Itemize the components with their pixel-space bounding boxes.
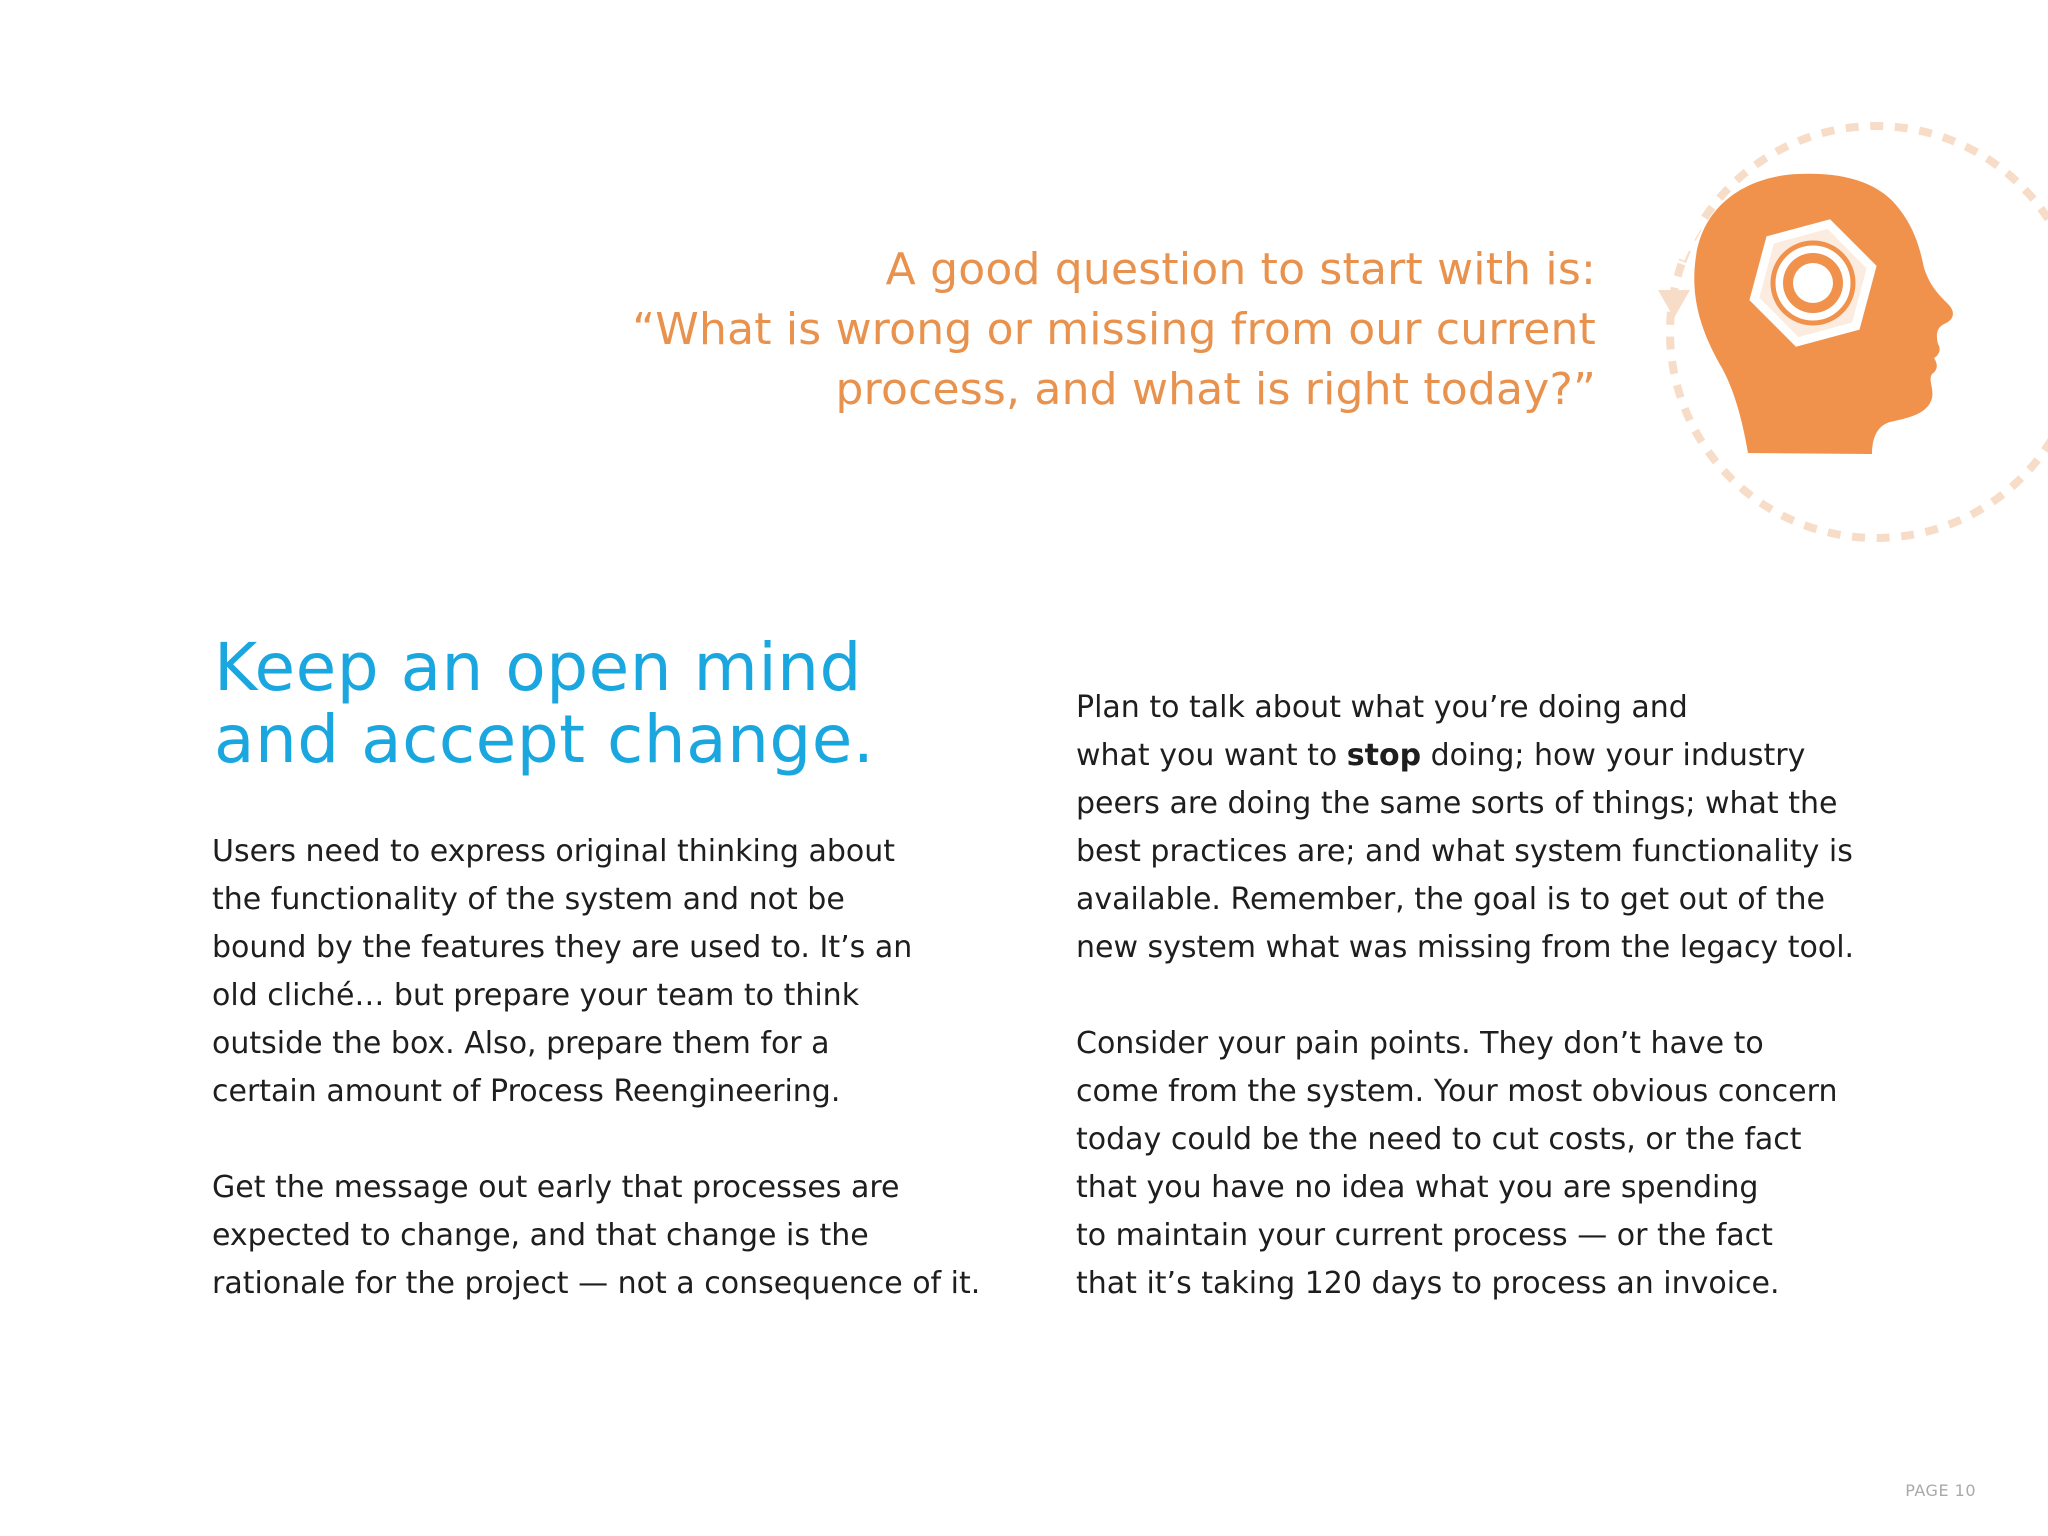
section-heading (214, 629, 875, 778)
text-line: to maintain your current process — or the fact (1076, 1218, 1773, 1253)
text-line: bound by the features they are used to. It’s an (212, 930, 913, 965)
bold-word-stop: stop (1346, 738, 1422, 773)
left-paragraph-2 (212, 1164, 1002, 1308)
text-line: that you have no idea what you are spending (1076, 1170, 1759, 1205)
right-paragraph-2 (1076, 1020, 1876, 1308)
text-segment: what you want to (1076, 738, 1347, 773)
text-line: Get the message out early that processes are (212, 1170, 900, 1205)
pull-quote (476, 240, 1596, 420)
text-line: outside the box. Also, prepare them for a (212, 1026, 830, 1061)
right-column (1076, 684, 1876, 1308)
text-line: Plan to talk about what you’re doing and (1076, 690, 1688, 725)
text-line: the functionality of the system and not be (212, 882, 845, 917)
arrowhead-icon (1658, 290, 1690, 318)
text-line: certain amount of Process Reengineering. (212, 1074, 841, 1109)
right-paragraph-1 (1076, 684, 1876, 972)
text-line: come from the system. Your most obvious concern (1076, 1074, 1838, 1109)
text-segment: doing; how your industry (1421, 738, 1806, 773)
quote-line: A good question to start with is: (885, 244, 1596, 295)
text-line: expected to change, and that change is the (212, 1218, 869, 1253)
page-number: PAGE 10 (1905, 1481, 1976, 1500)
text-line: Consider your pain points. They don’t have to (1076, 1026, 1764, 1061)
text-line: that it’s taking 120 days to process an invoice. (1076, 1266, 1780, 1301)
text-line-with-bold (1076, 732, 1876, 780)
head-with-nut-icon (1638, 118, 2048, 548)
text-line: available. Remember, the goal is to get out of the (1076, 882, 1825, 917)
text-line: new system what was missing from the legacy tool. (1076, 930, 1855, 965)
quote-line: process, and what is right today?” (835, 364, 1596, 415)
heading-line: Keep an open mind (214, 629, 862, 706)
left-column (212, 828, 1002, 1308)
text-line: today could be the need to cut costs, or the fact (1076, 1122, 1802, 1157)
text-line: rationale for the project — not a consequence of it. (212, 1266, 981, 1301)
heading-line: and accept change. (214, 701, 875, 778)
text-line: old cliché… but prepare your team to think (212, 978, 860, 1013)
text-line: best practices are; and what system functionality is (1076, 834, 1853, 869)
text-line: peers are doing the same sorts of things; what the (1076, 786, 1838, 821)
left-paragraph-1 (212, 828, 1002, 1116)
quote-line: “What is wrong or missing from our current (632, 304, 1596, 355)
text-line: Users need to express original thinking about (212, 834, 896, 869)
